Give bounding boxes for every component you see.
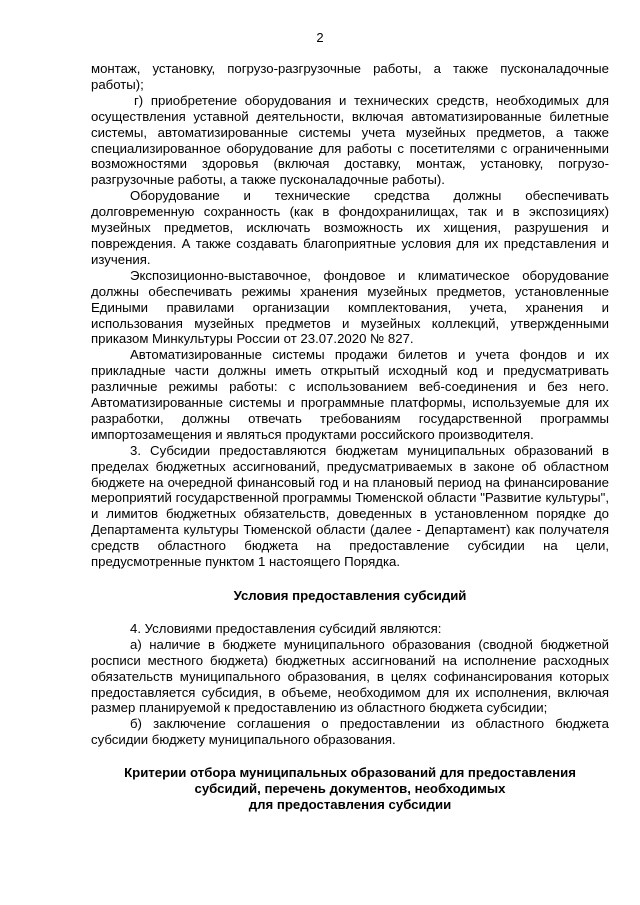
heading-line: Критерии отбора муниципальных образований для предоставления [124, 765, 576, 781]
paragraph: 4. Условиями предоставления субсидий являются: [130, 620, 442, 636]
section-heading: Условия предоставления субсидий [233, 588, 467, 603]
section-heading [91, 765, 609, 813]
heading-line: субсидий, перечень документов, необходимых [194, 781, 506, 797]
paragraph: 3. Субсидии предоставляются бюджетам муниципальных образований в пределах бюджетных ассигнований, предусматриваемых в законе об областном бюджете на очередной финансовый год и на плановый период на финансирование мероприятий государственной программы Тюменской области "Развитие культуры", и лимитов бюджетных обязательств, доведенных в установленном порядке до Департамента культуры Тюменской области (далее - Департамент) как получателя средств областного бюджета на предоставление субсидии на цели, предусмотренные пунктом 1 настоящего Порядка. [91, 442, 609, 570]
paragraph: Оборудование и технические средства должны обеспечивать долговременную сохранность (как в фондохранилищах, так и в экспозициях) музейных предметов, исключать возможность их хищения, разрушения и повреждения. А также создавать благоприятные условия для их представления и изучения. [91, 188, 609, 267]
paragraph: Автоматизированные системы продажи билетов и учета фондов и их прикладные части должны иметь открытый исходный код и предусматривать различные режимы работы: с использованием веб-соединения и без него. Автоматизированные системы и программные платформы, используемые для их разработки, должны отвечать требованиям государственной программы импортозамещения и являться продуктами российского производителя. [91, 347, 609, 442]
page-number: 2 [316, 30, 324, 45]
paragraph: монтаж, установку, погрузо-разгрузочные работы, а также пусконаладочные работы); [91, 61, 609, 92]
heading-line: для предоставления субсидии [248, 796, 452, 812]
document-body [91, 61, 609, 813]
paragraph: а) наличие в бюджете муниципального образования (сводной бюджетной росписи местного бюджета) бюджетных ассигнований на исполнение расходных обязательств муниципального образования, в целях софинансирования которых предоставляется субсидия, в объеме, необходимом для их исполнения, включая размер планируемой к предоставлению из областного бюджета субсидии; [91, 636, 609, 716]
paragraph: Экспозиционно-выставочное, фондовое и климатическое оборудование должны обеспечивать режимы хранения музейных предметов, установленные Едиными правилами организации комплектования, учета, хранения и использования музейных предметов и музейных коллекций, утвержденными приказом Минкультуры России от 23.07.2020 № 827. [91, 267, 609, 347]
paragraph: г) приобретение оборудования и технических средств, необходимых для осуществления уставной деятельности, включая автоматизированные билетные системы, автоматизированные системы учета музейных предметов, а также специализированное оборудование для работы с посетителями с ограниченными возможностями здоровья (включая доставку, монтаж, установку, погрузо-разгрузочные работы, а также пусконаладочные работы). [91, 92, 609, 188]
paragraph: б) заключение соглашения о предоставлении из областного бюджета субсидии бюджету муниципального образования. [91, 716, 609, 748]
